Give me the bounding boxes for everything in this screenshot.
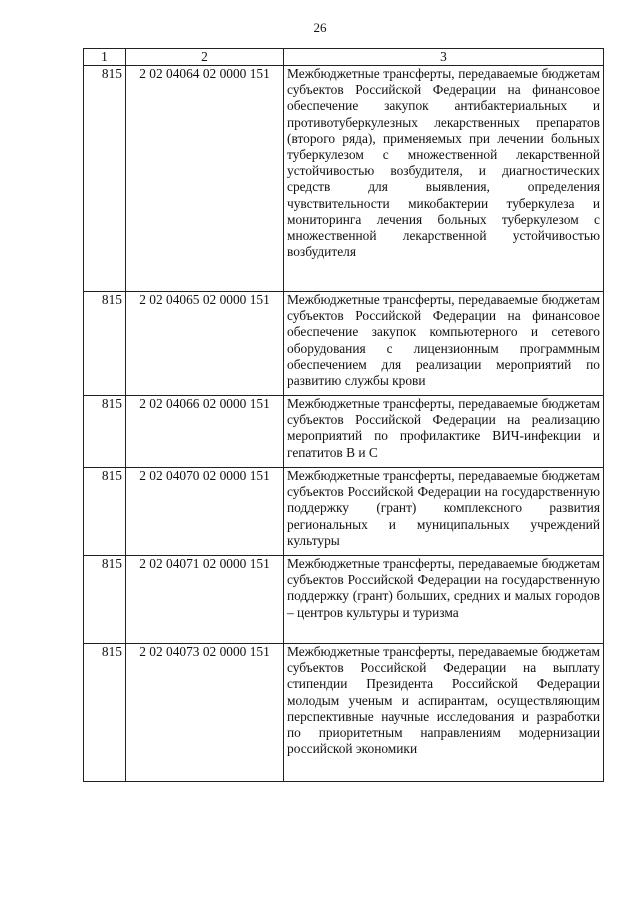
page-number: 26 [313,20,327,35]
budget-code-cell: 2 02 04073 02 0000 151 [126,644,284,782]
description-cell: Межбюджетные трансферты, передаваемые бюджетам субъектов Российской Федерации на государственную поддержку (грант) комплексного развития региональных и муниципальных учреждений культуры [284,468,604,556]
description-cell: Межбюджетные трансферты, передаваемые бюджетам субъектов Российской Федерации на финансовое обеспечение закупок антибактериальных и противотуберкулезных лекарственных препаратов (второго ряда), применяемых при лечении больных туберкулезом с множественной лекарственной устойчивостью возбудителя, и диагностических средств для выявления, определения чувствительности микобактерии туберкулеза и мониторинга лечения больных туберкулезом с множественной лекарственной устойчивостью возбудителя [284,66,604,292]
admin-code-cell: 815 [84,644,126,782]
table-row [84,556,604,644]
budget-code-cell: 2 02 04065 02 0000 151 [126,292,284,396]
table-header-row [84,49,604,66]
budget-code-cell: 2 02 04070 02 0000 151 [126,468,284,556]
table-row [84,292,604,396]
description-cell: Межбюджетные трансферты, передаваемые бюджетам субъектов Российской Федерации на государственную поддержку (грант) больших, средних и малых городов – центров культуры и туризма [284,556,604,644]
column-header-3: 3 [284,49,604,66]
table-row [84,468,604,556]
budget-classification-table [83,48,604,782]
column-header-2: 2 [126,49,284,66]
admin-code-cell: 815 [84,396,126,468]
budget-code-cell: 2 02 04071 02 0000 151 [126,556,284,644]
admin-code-cell: 815 [84,556,126,644]
table-row [84,66,604,292]
budget-code-cell: 2 02 04064 02 0000 151 [126,66,284,292]
admin-code-cell: 815 [84,468,126,556]
admin-code-cell: 815 [84,66,126,292]
budget-code-cell: 2 02 04066 02 0000 151 [126,396,284,468]
table-row [84,644,604,782]
table-row [84,396,604,468]
column-header-1: 1 [84,49,126,66]
description-cell: Межбюджетные трансферты, передаваемые бюджетам субъектов Российской Федерации на выплату стипендии Президента Российской Федерации молодым ученым и аспирантам, осуществляющим перспективные научные исследования и разработки по приоритетным направлениям модернизации российской экономики [284,644,604,782]
admin-code-cell: 815 [84,292,126,396]
description-cell: Межбюджетные трансферты, передаваемые бюджетам субъектов Российской Федерации на реализацию мероприятий по профилактике ВИЧ-инфекции и гепатитов В и С [284,396,604,468]
description-cell: Межбюджетные трансферты, передаваемые бюджетам субъектов Российской Федерации на финансовое обеспечение закупок компьютерного и сетевого оборудования с лицензионным программным обеспечением для реализации мероприятий по развитию службы крови [284,292,604,396]
